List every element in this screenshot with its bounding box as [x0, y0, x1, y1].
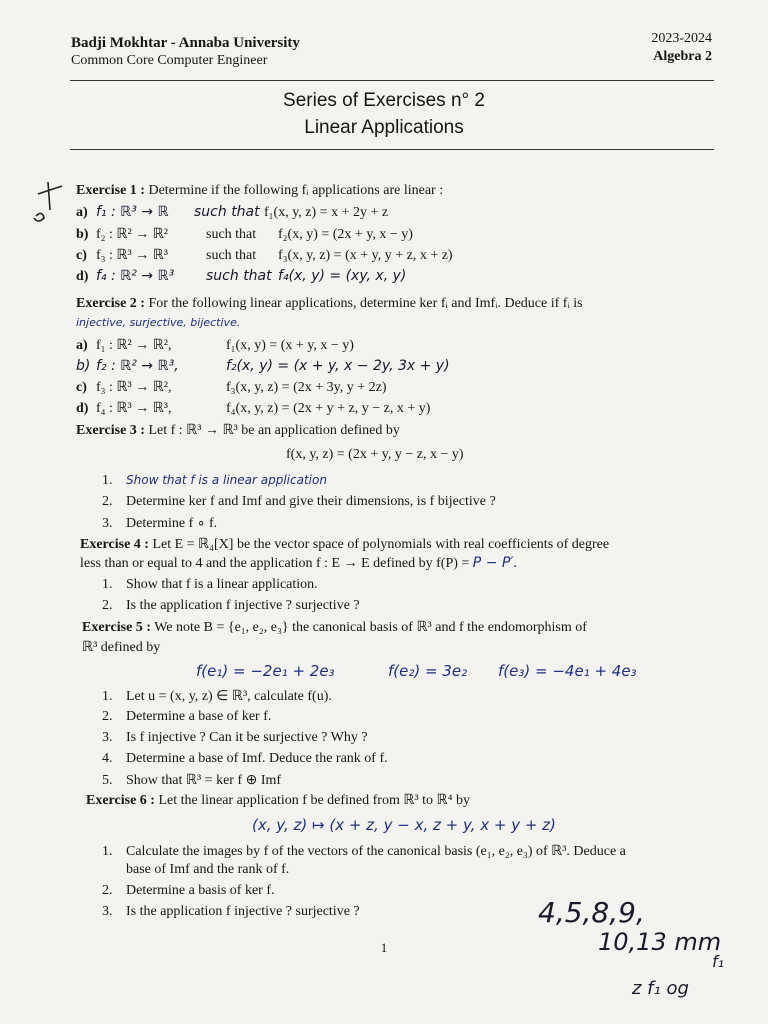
margin-note-numbers: 4,5,8,9,: [538, 896, 645, 929]
margin-note-f1: f₁: [712, 952, 725, 971]
exercise-3-item-2: 2. Determine ker f and Imf and give their dimensions, is f bijective ?: [102, 494, 496, 509]
exercise-6-item-1-cont: base of Imf and the rank of f.: [126, 862, 290, 877]
exercise-2-item-a: a) f₁ : ℝ² → ℝ², f₁(x, y) = (x + y, x − y): [76, 338, 354, 353]
exercise-5-item-3: 3. Is f injective ? Can it be surjective ? Why ?: [102, 730, 368, 745]
margin-note-mm: 10,13 mm: [598, 928, 722, 956]
exercise-4-item-1: 1. Show that f is a linear application.: [102, 577, 318, 592]
exercise-1-item-a: a) f₁ : ℝ³ → ℝ such that f₁(x, y, z) = x + 2y + z: [76, 204, 389, 220]
exercise-3-item-1: 1. Show that f is a linear application: [102, 473, 327, 488]
exercise-4-statement-cont: less than or equal to 4 and the application f : E → E defined by f(P) = P − P′.: [80, 555, 518, 571]
university-name: Badji Mokhtar - Annaba University: [71, 35, 300, 51]
margin-note-composition: z f₁ og: [632, 978, 689, 999]
exercise-2-statement: Exercise 2 : For the following linear applications, determine ker fᵢ and Imfᵢ. Deduce if fᵢ is: [76, 296, 583, 311]
exercise-5-def-e3: f(e₃) = −4e₁ + 4e₃: [498, 662, 637, 680]
exercise-4-item-2: 2. Is the application f injective ? surjective ?: [102, 598, 360, 613]
exercise-3-statement: Exercise 3 : Let f : ℝ³ → ℝ³ be an application defined by: [76, 423, 400, 438]
exercise-5-item-4: 4. Determine a base of Imf. Deduce the rank of f.: [102, 751, 388, 766]
exercise-6-statement: Exercise 6 : Let the linear application f be defined from ℝ³ to ℝ⁴ by: [86, 793, 470, 808]
exercise-6-item-3: 3. Is the application f injective ? surjective ?: [102, 904, 360, 919]
exercise-5-item-5: 5. Show that ℝ³ = ker f ⊕ Imf: [102, 773, 282, 788]
course-name: Algebra 2: [653, 49, 712, 64]
exercise-5-item-2: 2. Determine a base of ker f.: [102, 709, 272, 724]
exercise-3-item-3: 3. Determine f ∘ f.: [102, 516, 218, 531]
exercise-3-formula: f(x, y, z) = (2x + y, y − z, x − y): [286, 447, 464, 462]
exercise-6-item-2: 2. Determine a basis of ker f.: [102, 883, 275, 898]
exercise-5-item-1: 1. Let u = (x, y, z) ∈ ℝ³, calculate f(u).: [102, 689, 332, 704]
exercise-6-item-1: 1. Calculate the images by f of the vectors of the canonical basis (e₁, e₂, e₃) of ℝ³. Deduce a: [102, 844, 626, 859]
exercise-1-item-c: c) f₃ : ℝ³ → ℝ³ such that f₃(x, y, z) = (x + y, y + z, x + z): [76, 248, 453, 263]
exercise-5-statement-cont: ℝ³ defined by: [82, 640, 161, 655]
exercise-2-item-d: d) f₄ : ℝ³ → ℝ³, f₄(x, y, z) = (2x + y + z, y − z, x + y): [76, 401, 431, 416]
page-number: 1: [380, 940, 388, 955]
exercise-6-formula: (x, y, z) ↦ (x + z, y − x, z + y, x + y + z): [252, 816, 556, 834]
academic-year: 2023-2024: [651, 31, 712, 46]
series-title: Series of Exercises n° 2: [283, 90, 485, 111]
exercise-5-def-e1: f(e₁) = −2e₁ + 2e₃: [196, 662, 335, 680]
exercise-2-item-c: c) f₃ : ℝ³ → ℝ², f₃(x, y, z) = (2x + 3y, y + 2z): [76, 380, 387, 395]
series-subtitle: Linear Applications: [304, 117, 464, 138]
exercise-2-item-b: b) f₂ : ℝ² → ℝ³, f₂(x, y) = (x + y, x − 2y, 3x + y): [76, 358, 450, 374]
exercise-5-def-e2: f(e₂) = 3e₂: [388, 662, 468, 680]
program-name: Common Core Computer Engineer: [71, 53, 268, 68]
header-divider: [70, 80, 714, 81]
exercise-1-item-b: b) f₂ : ℝ² → ℝ² such that f₂(x, y) = (2x + y, x − y): [76, 227, 413, 242]
exercise-4-statement: Exercise 4 : Let E = ℝ₄[X] be the vector space of polynomials with real coefficients of degree: [80, 537, 610, 552]
exercise-1-statement: Exercise 1 : Determine if the following fᵢ applications are linear :: [76, 183, 444, 198]
exercise-1-item-d: d) f₄ : ℝ² → ℝ³ such that f₄(x, y) = (xy, x, y): [76, 268, 407, 284]
margin-mark-icon: [28, 180, 70, 228]
exercise-5-statement: Exercise 5 : We note B = {e₁, e₂, e₃} the canonical basis of ℝ³ and f the endomorphism of: [82, 620, 587, 635]
exercise-2-handwritten-line: injective, surjective, bijective.: [76, 316, 241, 329]
title-divider: [70, 149, 714, 150]
